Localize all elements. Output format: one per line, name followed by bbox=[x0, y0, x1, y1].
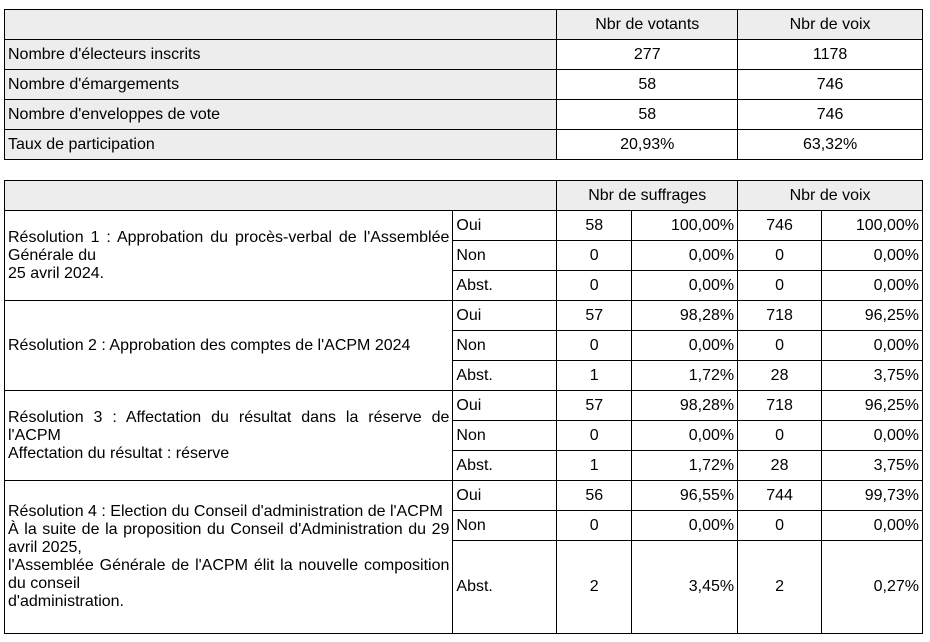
voix-count: 2 bbox=[738, 541, 822, 634]
row-label: Taux de participation bbox=[5, 130, 557, 160]
suffrages-count: 56 bbox=[557, 481, 632, 511]
voix-pct: 96,25% bbox=[822, 391, 923, 421]
choice-label: Non bbox=[453, 331, 557, 361]
suffrages-pct: 1,72% bbox=[632, 451, 738, 481]
table-row bbox=[5, 70, 923, 100]
voix-count: 0 bbox=[738, 241, 822, 271]
resolution-text-line: Résolution 4 : Election du Conseil d'administration de l'ACPM bbox=[8, 503, 443, 520]
header-voix: Nbr de voix bbox=[738, 181, 923, 211]
table-row bbox=[5, 130, 923, 160]
header-voix: Nbr de voix bbox=[738, 10, 923, 40]
resolution-text-line: À la suite de la proposition du Conseil d'Administration du 29 avril 2025, bbox=[8, 521, 450, 556]
suffrages-count: 0 bbox=[557, 331, 632, 361]
resolution-text-line: Affectation du résultat : réserve bbox=[8, 444, 230, 462]
suffrages-count: 1 bbox=[557, 451, 632, 481]
header-empty-cell bbox=[5, 10, 557, 40]
suffrages-pct: 0,00% bbox=[632, 271, 738, 301]
voix-count: 28 bbox=[738, 361, 822, 391]
suffrages-count: 0 bbox=[557, 241, 632, 271]
suffrages-pct: 1,72% bbox=[632, 361, 738, 391]
suffrages-count: 2 bbox=[557, 541, 632, 634]
voix-count: 0 bbox=[738, 331, 822, 361]
resolution-1-label bbox=[5, 211, 453, 301]
votants-value: 277 bbox=[557, 40, 738, 70]
participation-header-row bbox=[5, 10, 923, 40]
choice-label: Abst. bbox=[453, 541, 557, 634]
choice-label: Abst. bbox=[453, 451, 557, 481]
suffrages-pct: 100,00% bbox=[632, 211, 738, 241]
table-row bbox=[5, 391, 923, 421]
voix-count: 744 bbox=[738, 481, 822, 511]
voix-count: 0 bbox=[738, 511, 822, 541]
suffrages-pct: 3,45% bbox=[632, 541, 738, 634]
votants-value: 20,93% bbox=[557, 130, 738, 160]
row-label: Nombre d'électeurs inscrits bbox=[5, 40, 557, 70]
voix-pct: 0,00% bbox=[822, 271, 923, 301]
participation-table bbox=[4, 9, 923, 160]
resolution-text-line: Résolution 1 : Approbation du procès-verbal de l'Assemblée Générale du bbox=[8, 228, 450, 264]
suffrages-pct: 98,28% bbox=[632, 301, 738, 331]
suffrages-count: 1 bbox=[557, 361, 632, 391]
table-row bbox=[5, 211, 923, 241]
voix-pct: 96,25% bbox=[822, 301, 923, 331]
voix-count: 0 bbox=[738, 271, 822, 301]
voix-value: 746 bbox=[738, 100, 923, 130]
resolution-text-line: d'administration. bbox=[8, 593, 124, 610]
voix-pct: 3,75% bbox=[822, 361, 923, 391]
suffrages-count: 58 bbox=[557, 211, 632, 241]
resolution-text-line: 25 avril 2024. bbox=[8, 264, 105, 282]
voix-count: 28 bbox=[738, 451, 822, 481]
table-row bbox=[5, 100, 923, 130]
suffrages-pct: 0,00% bbox=[632, 241, 738, 271]
choice-label: Oui bbox=[453, 211, 557, 241]
table-row bbox=[5, 40, 923, 70]
suffrages-count: 0 bbox=[557, 511, 632, 541]
resolution-text-line: Résolution 3 : Affectation du résultat dans la réserve de l'ACPM bbox=[8, 408, 450, 444]
resolution-text-line: l'Assemblée Générale de l'ACPM élit la nouvelle composition du conseil bbox=[8, 557, 450, 592]
choice-label: Abst. bbox=[453, 271, 557, 301]
resolution-3-label bbox=[5, 391, 453, 481]
resolution-text-line: Résolution 2 : Approbation des comptes de l'ACPM 2024 bbox=[8, 336, 411, 354]
voix-count: 718 bbox=[738, 391, 822, 421]
votants-value: 58 bbox=[557, 100, 738, 130]
resolution-2-label bbox=[5, 301, 453, 391]
resolutions-header-row bbox=[5, 181, 923, 211]
header-votants: Nbr de votants bbox=[557, 10, 738, 40]
voix-count: 718 bbox=[738, 301, 822, 331]
voix-pct: 100,00% bbox=[822, 211, 923, 241]
table-row bbox=[5, 481, 923, 511]
suffrages-pct: 0,00% bbox=[632, 331, 738, 361]
voix-value: 63,32% bbox=[738, 130, 923, 160]
voix-value: 1178 bbox=[738, 40, 923, 70]
header-suffrages: Nbr de suffrages bbox=[557, 181, 738, 211]
voix-count: 746 bbox=[738, 211, 822, 241]
voix-pct: 0,27% bbox=[822, 541, 923, 634]
voix-value: 746 bbox=[738, 70, 923, 100]
header-empty-cell bbox=[5, 181, 557, 211]
choice-label: Non bbox=[453, 241, 557, 271]
choice-label: Non bbox=[453, 421, 557, 451]
voix-pct: 0,00% bbox=[822, 421, 923, 451]
row-label: Nombre d'émargements bbox=[5, 70, 557, 100]
voix-pct: 99,73% bbox=[822, 481, 923, 511]
suffrages-pct: 98,28% bbox=[632, 391, 738, 421]
choice-label: Oui bbox=[453, 481, 557, 511]
resolutions-table bbox=[4, 180, 923, 634]
voix-pct: 3,75% bbox=[822, 451, 923, 481]
resolution-4-label bbox=[5, 481, 453, 634]
table-row bbox=[5, 301, 923, 331]
suffrages-count: 0 bbox=[557, 421, 632, 451]
choice-label: Oui bbox=[453, 301, 557, 331]
voix-pct: 0,00% bbox=[822, 511, 923, 541]
suffrages-pct: 0,00% bbox=[632, 511, 738, 541]
suffrages-count: 57 bbox=[557, 391, 632, 421]
suffrages-pct: 0,00% bbox=[632, 421, 738, 451]
choice-label: Oui bbox=[453, 391, 557, 421]
voix-count: 0 bbox=[738, 421, 822, 451]
choice-label: Abst. bbox=[453, 361, 557, 391]
suffrages-count: 0 bbox=[557, 271, 632, 301]
suffrages-pct: 96,55% bbox=[632, 481, 738, 511]
voix-pct: 0,00% bbox=[822, 241, 923, 271]
choice-label: Non bbox=[453, 511, 557, 541]
voix-pct: 0,00% bbox=[822, 331, 923, 361]
row-label: Nombre d'enveloppes de vote bbox=[5, 100, 557, 130]
votants-value: 58 bbox=[557, 70, 738, 100]
suffrages-count: 57 bbox=[557, 301, 632, 331]
